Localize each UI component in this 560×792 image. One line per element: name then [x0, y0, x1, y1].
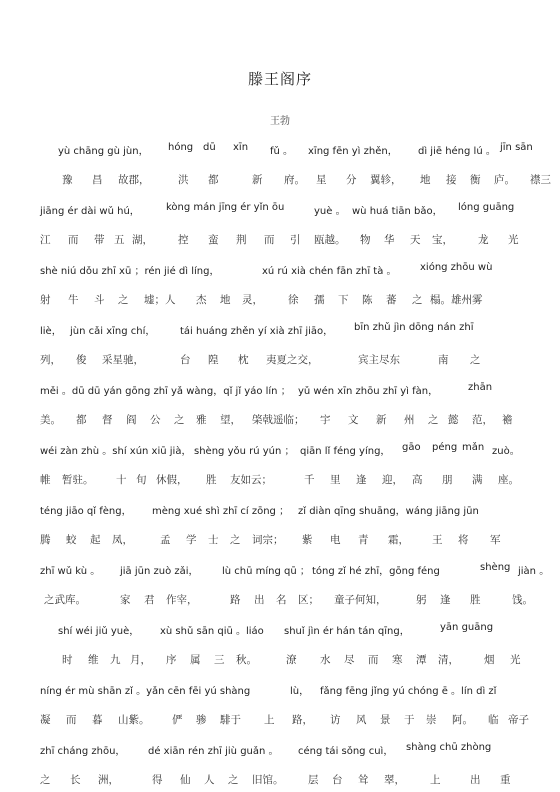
hanzi-text: 电 — [330, 534, 341, 546]
hanzi-text: 名 — [276, 594, 287, 606]
hanzi-text: 翠， — [384, 774, 405, 786]
hanzi-line — [0, 592, 560, 606]
hanzi-text: 新 — [252, 174, 263, 186]
hanzi-text: 光 — [508, 234, 519, 246]
pinyin-line — [0, 442, 560, 456]
hanzi-text: 带 — [94, 234, 105, 246]
pinyin-line — [0, 562, 560, 576]
hanzi-text: 新 — [376, 414, 387, 426]
pinyin-text: céng tái sǒng cuì， — [298, 746, 394, 756]
pinyin-text: dé xiān rén zhī jiù guǎn 。 — [148, 746, 279, 756]
hanzi-text: 宾主尽东 — [358, 354, 400, 366]
pinyin-text: péng — [432, 442, 458, 453]
hanzi-text: 迎， — [382, 474, 403, 486]
author-name: 王勃 — [270, 116, 290, 127]
hanzi-text: 军 — [490, 534, 501, 546]
pinyin-text: níng ér mù shān zǐ 。yǎn cēn fēi yú shàng — [40, 686, 251, 696]
pinyin-text: shuǐ jìn ér hán tán qīng， — [284, 626, 410, 636]
pinyin-line — [0, 322, 560, 336]
pinyin-text: xù shǔ sān qiū 。liáo — [160, 626, 264, 636]
hanzi-text: 州 — [404, 414, 415, 426]
hanzi-text: 地 — [220, 294, 231, 306]
hanzi-text: 斗 — [94, 294, 105, 306]
pinyin-text: shí wéi jiǔ yuè， — [58, 626, 140, 636]
hanzi-text: 君 — [144, 594, 155, 606]
pinyin-text: xióng zhōu wù — [420, 262, 493, 273]
hanzi-text: 之 — [470, 354, 481, 366]
hanzi-text: 童子何知， — [334, 594, 387, 606]
hanzi-text: 墟；人 — [144, 294, 176, 306]
hanzi-text: 隍 — [208, 354, 219, 366]
hanzi-text: 蛮 — [208, 234, 219, 246]
hanzi-text: 引 — [290, 234, 301, 246]
hanzi-text: 高 — [412, 474, 423, 486]
hanzi-text: 阎 — [126, 414, 137, 426]
pinyin-text: zhī wǔ kù 。 — [40, 566, 101, 576]
pinyin-text: yǔ wén xīn zhōu zhī yì fàn， — [298, 386, 439, 396]
hanzi-text: 饯。 — [512, 594, 533, 606]
pinyin-text: wù huá tiān bǎo， — [352, 206, 443, 216]
hanzi-text: 帝子 — [508, 714, 529, 726]
hanzi-text: 清， — [438, 654, 459, 666]
pinyin-text: yuè 。 — [314, 206, 346, 216]
hanzi-text: 台 — [332, 774, 343, 786]
hanzi-text: 朋 — [442, 474, 453, 486]
hanzi-line — [0, 532, 560, 546]
pinyin-text: shèng — [480, 562, 511, 573]
hanzi-text: 上 — [430, 774, 441, 786]
pinyin-text: tóng zǐ hé zhī，gōng féng — [312, 566, 440, 576]
hanzi-text: 序 — [166, 654, 177, 666]
hanzi-text: 台 — [180, 354, 191, 366]
pinyin-text: jiā jūn zuò zǎi， — [120, 566, 199, 576]
hanzi-text: 督 — [102, 414, 113, 426]
hanzi-text: 光 — [510, 654, 521, 666]
hanzi-line — [0, 772, 560, 786]
hanzi-text: 南 — [438, 354, 449, 366]
hanzi-text: 接 — [446, 174, 457, 186]
hanzi-text: 访 — [330, 714, 341, 726]
pinyin-text: yān guāng — [440, 622, 494, 633]
hanzi-text: 风 — [356, 714, 367, 726]
hanzi-text: 洪 — [178, 174, 189, 186]
hanzi-line — [0, 412, 560, 426]
hanzi-text: 湖， — [132, 234, 153, 246]
hanzi-text: 耸 — [358, 774, 369, 786]
hanzi-text: 紫 — [302, 534, 313, 546]
pinyin-text: hóng — [168, 142, 194, 153]
pinyin-text: fǎng fēng jǐng yú chóng ē 。lín dì zǐ — [320, 686, 497, 696]
hanzi-text: 凝 — [40, 714, 51, 726]
hanzi-text: 暂驻。 — [62, 474, 94, 486]
hanzi-text: 人 — [204, 774, 215, 786]
hanzi-text: 帷 — [40, 474, 51, 486]
hanzi-text: 旬 — [136, 474, 147, 486]
hanzi-text: 夷夏之交， — [266, 354, 319, 366]
pinyin-text: dū — [203, 142, 216, 153]
pinyin-line — [0, 382, 560, 396]
hanzi-text: 上 — [264, 714, 275, 726]
hanzi-text: 都 — [208, 174, 219, 186]
hanzi-text: 之武库。 — [44, 594, 86, 606]
hanzi-text: 作宰， — [166, 594, 198, 606]
hanzi-text: 之 — [428, 414, 439, 426]
hanzi-text: 都 — [76, 414, 87, 426]
hanzi-text: 山紫。 — [118, 714, 150, 726]
hanzi-text: 里 — [330, 474, 341, 486]
pinyin-text: xīn — [233, 142, 249, 153]
hanzi-text: 士 — [208, 534, 219, 546]
hanzi-text: 王 — [432, 534, 443, 546]
hanzi-text: 蛟 — [66, 534, 77, 546]
hanzi-text: 孺 — [314, 294, 325, 306]
hanzi-text: 旧馆。 — [252, 774, 284, 786]
pinyin-text: qiān lǐ féng yíng， — [300, 446, 391, 456]
hanzi-text: 俊 — [76, 354, 87, 366]
hanzi-text: 路， — [292, 714, 313, 726]
pinyin-text: téng jiāo qǐ fèng， — [40, 506, 132, 516]
hanzi-text: 尽 — [344, 654, 355, 666]
hanzi-text: 庐。 — [494, 174, 515, 186]
hanzi-text: 十 — [116, 474, 127, 486]
hanzi-text: 之 — [412, 294, 423, 306]
hanzi-text: 棨戟遥临； — [252, 414, 305, 426]
hanzi-text: 出 — [254, 594, 265, 606]
hanzi-text: 雅 — [196, 414, 207, 426]
hanzi-text: 懿 — [448, 414, 459, 426]
pinyin-text: zhī cháng zhōu， — [40, 746, 126, 756]
hanzi-text: 龙 — [478, 234, 489, 246]
pinyin-line — [0, 142, 560, 156]
hanzi-text: 江 — [40, 234, 51, 246]
hanzi-text: 月， — [130, 654, 151, 666]
pinyin-text: jīn sān — [500, 142, 533, 153]
hanzi-text: 天 — [410, 234, 421, 246]
hanzi-text: 豫 — [62, 174, 73, 186]
pinyin-text: lù， — [290, 686, 310, 696]
hanzi-text: 临 — [488, 714, 499, 726]
pinyin-text: yù chāng gù jùn， — [58, 146, 149, 156]
hanzi-text: 宇 — [320, 414, 331, 426]
hanzi-text: 起 — [90, 534, 101, 546]
hanzi-text: 襟三 — [530, 174, 551, 186]
hanzi-text: 牛 — [68, 294, 79, 306]
hanzi-line — [0, 352, 560, 366]
pinyin-text: tái huáng zhěn yí xià zhī jiāo， — [180, 326, 334, 336]
hanzi-text: 区； — [298, 594, 319, 606]
pinyin-text: zuò。 — [492, 446, 520, 456]
hanzi-text: 将 — [458, 534, 469, 546]
pinyin-text: shè niú dǒu zhī xū ；rén jié dì líng， — [40, 266, 220, 276]
hanzi-text: 孟 — [160, 534, 171, 546]
hanzi-text: 学 — [186, 534, 197, 546]
hanzi-text: 下 — [338, 294, 349, 306]
hanzi-text: 休假， — [156, 474, 188, 486]
hanzi-line — [0, 652, 560, 666]
hanzi-text: 长 — [70, 774, 81, 786]
hanzi-line — [0, 172, 560, 186]
hanzi-text: 胜 — [206, 474, 217, 486]
hanzi-text: 逢 — [440, 594, 451, 606]
hanzi-text: 五 — [114, 234, 125, 246]
hanzi-text: 华 — [384, 234, 395, 246]
hanzi-text: 千 — [304, 474, 315, 486]
hanzi-text: 射 — [40, 294, 51, 306]
pinyin-text: fǔ 。 — [270, 146, 294, 156]
hanzi-text: 采星驰， — [102, 354, 144, 366]
hanzi-text: 九 — [110, 654, 121, 666]
pinyin-text: lóng guāng — [458, 202, 515, 213]
hanzi-text: 洲， — [98, 774, 119, 786]
pinyin-line — [0, 502, 560, 516]
hanzi-text: 青 — [358, 534, 369, 546]
hanzi-text: 层 — [308, 774, 319, 786]
hanzi-text: 襜 — [502, 414, 513, 426]
hanzi-text: 榻。雄州雾 — [430, 294, 483, 306]
hanzi-text: 物 — [360, 234, 371, 246]
hanzi-text: 之 — [228, 774, 239, 786]
hanzi-text: 凤， — [112, 534, 133, 546]
hanzi-line — [0, 472, 560, 486]
hanzi-text: 秋。 — [236, 654, 257, 666]
hanzi-text: 得 — [152, 774, 163, 786]
hanzi-text: 之 — [118, 294, 129, 306]
hanzi-text: 陈 — [362, 294, 373, 306]
hanzi-text: 躬 — [416, 594, 427, 606]
hanzi-text: 宝， — [432, 234, 453, 246]
hanzi-text: 地 — [420, 174, 431, 186]
hanzi-text: 文 — [348, 414, 359, 426]
hanzi-text: 府。 — [284, 174, 305, 186]
hanzi-text: 昌 — [92, 174, 103, 186]
hanzi-line — [0, 232, 560, 246]
hanzi-text: 词宗； — [252, 534, 284, 546]
hanzi-text: 而 — [68, 234, 79, 246]
hanzi-text: 美。 — [40, 414, 61, 426]
hanzi-text: 之 — [174, 414, 185, 426]
hanzi-text: 维 — [88, 654, 99, 666]
pinyin-text: liè， — [40, 326, 62, 336]
hanzi-text: 潭 — [416, 654, 427, 666]
pinyin-text: xīng fēn yì zhěn， — [308, 146, 398, 156]
hanzi-text: 时 — [62, 654, 73, 666]
hanzi-text: 灵， — [242, 294, 263, 306]
hanzi-text: 于 — [404, 714, 415, 726]
hanzi-text: 而 — [264, 234, 275, 246]
hanzi-text: 烟 — [484, 654, 495, 666]
hanzi-text: 徐 — [288, 294, 299, 306]
hanzi-text: 而 — [368, 654, 379, 666]
pinyin-text: mèng xué shì zhī cí zōng ； — [152, 506, 290, 516]
hanzi-line — [0, 712, 560, 726]
hanzi-text: 公 — [150, 414, 161, 426]
hanzi-text: 属 — [190, 654, 201, 666]
pinyin-text: shàng chū zhòng — [406, 742, 492, 753]
pinyin-text: gāo — [402, 442, 421, 453]
pinyin-text: lù chū míng qū ； — [222, 566, 310, 576]
hanzi-text: 翼轸， — [370, 174, 402, 186]
hanzi-text: 水 — [320, 654, 331, 666]
hanzi-text: 枕 — [238, 354, 249, 366]
hanzi-text: 荆 — [236, 234, 247, 246]
hanzi-text: 故郡， — [118, 174, 150, 186]
hanzi-text: 俨 — [172, 714, 183, 726]
pinyin-line — [0, 742, 560, 756]
hanzi-text: 而 — [66, 714, 77, 726]
hanzi-text: 控 — [178, 234, 189, 246]
pinyin-text: jùn cǎi xīng chí， — [70, 326, 156, 336]
hanzi-text: 望， — [220, 414, 241, 426]
pinyin-line — [0, 682, 560, 696]
hanzi-text: 满 — [472, 474, 483, 486]
hanzi-text: 潦 — [286, 654, 297, 666]
pinyin-line — [0, 622, 560, 636]
hanzi-text: 三 — [214, 654, 225, 666]
hanzi-text: 騑于 — [220, 714, 241, 726]
hanzi-text: 寒 — [392, 654, 403, 666]
hanzi-text: 腾 — [40, 534, 51, 546]
hanzi-text: 重 — [500, 774, 511, 786]
hanzi-text: 瓯越。 — [314, 234, 346, 246]
hanzi-text: 路 — [230, 594, 241, 606]
pinyin-text: jiāng ér dài wǔ hú， — [40, 206, 140, 216]
hanzi-text: 逢 — [356, 474, 367, 486]
pinyin-text: měi 。dū dū yán gōng zhī yǎ wàng，qǐ jǐ yáo lín ； — [40, 386, 291, 396]
hanzi-text: 星 — [316, 174, 327, 186]
hanzi-text: 分 — [346, 174, 357, 186]
pinyin-line — [0, 262, 560, 276]
hanzi-text: 友如云； — [230, 474, 272, 486]
hanzi-text: 仙 — [180, 774, 191, 786]
hanzi-text: 霜， — [388, 534, 409, 546]
hanzi-text: 阿。 — [452, 714, 473, 726]
hanzi-text: 出 — [470, 774, 481, 786]
pinyin-text: jiàn 。 — [518, 566, 550, 576]
hanzi-line — [0, 292, 560, 306]
hanzi-text: 衡 — [470, 174, 481, 186]
hanzi-text: 之 — [230, 534, 241, 546]
hanzi-text: 杰 — [196, 294, 207, 306]
hanzi-text: 胜 — [470, 594, 481, 606]
pinyin-text: bīn zhǔ jìn dōng nán zhī — [354, 322, 474, 333]
hanzi-text: 家 — [120, 594, 131, 606]
pinyin-text: wéi zàn zhù 。shí xún xiū jià， — [40, 446, 192, 456]
hanzi-text: 景 — [380, 714, 391, 726]
pinyin-text: dì jiē héng lú 。 — [418, 146, 496, 156]
pinyin-text: xú rú xià chén fān zhī tà 。 — [262, 266, 397, 276]
hanzi-text: 崇 — [426, 714, 437, 726]
hanzi-text: 之 — [40, 774, 51, 786]
pinyin-line — [0, 202, 560, 216]
hanzi-text: 骖 — [196, 714, 207, 726]
page-title: 滕王阁序 — [247, 70, 312, 88]
hanzi-text: 座。 — [498, 474, 519, 486]
hanzi-text: 暮 — [92, 714, 103, 726]
pinyin-text: zhān — [468, 382, 493, 393]
pinyin-text: mǎn — [462, 442, 485, 453]
pinyin-text: shèng yǒu rú yún ； — [194, 446, 295, 456]
hanzi-text: 范， — [472, 414, 493, 426]
hanzi-text: 列， — [40, 354, 61, 366]
hanzi-text: 蕃 — [386, 294, 397, 306]
pinyin-text: zǐ diàn qīng shuāng，wáng jiāng jūn — [298, 506, 479, 516]
pinyin-text: kòng mán jīng ér yǐn ōu — [166, 202, 285, 213]
